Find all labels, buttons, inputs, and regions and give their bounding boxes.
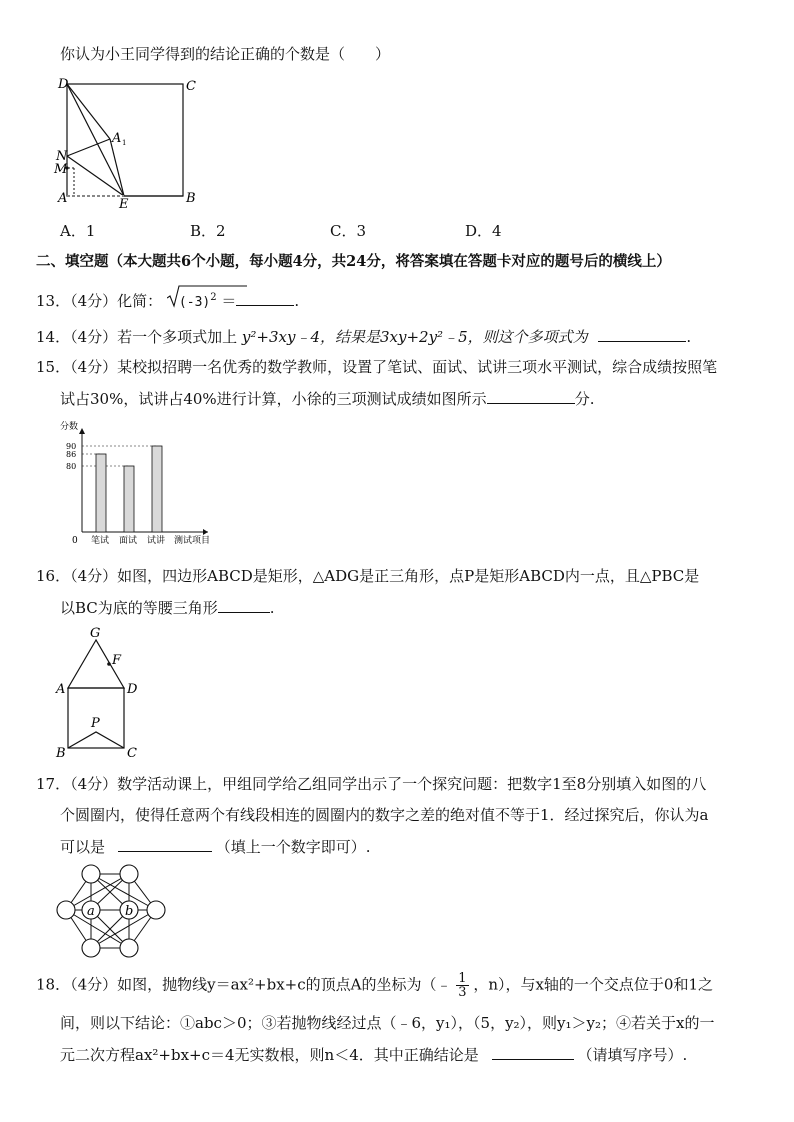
q16-end: . [269,599,275,617]
q17-circle-graph [54,862,178,962]
q13-sqrt [167,288,217,313]
section-heading: 二、填空题（本大题共6个小题，每小题4分，共24分，将答案填在答题卡对应的题号后的横线上） [36,253,671,270]
q15-answer-blank[interactable] [487,388,575,404]
q15-line1: 15．（4分）某校拟招聘一名优秀的数学教师，设置了笔试、面试、试讲三项水平测试，综合成绩按照笔 [36,358,718,376]
q13-eq: ＝ [221,292,237,310]
label-C: C [186,79,196,94]
label-E: E [119,197,129,212]
q17-line3-suffix: （填上一个数字即可）. [215,838,371,856]
q17-answer-blank[interactable] [118,836,212,852]
q12-option-b: B．2 [190,222,226,240]
y-tick-label: 90 [66,442,77,451]
label-B: B [56,746,66,760]
label-D: D [127,682,138,697]
circle-bottom-left [82,939,100,957]
q16-answer-blank[interactable] [218,597,270,613]
label-D: D [58,77,69,92]
q13-prefix: 13．（4分）化简： [36,292,163,310]
x-tick-label: 笔试 [91,536,110,546]
q15-end: 分. [574,390,595,408]
label-A1: A [112,131,122,146]
label-G: G [90,626,101,641]
q14-expr: y²+3xy﹣4，结果是3xy+2y²﹣5，则这个多项式为 [241,328,588,346]
q18-line3 [60,1044,687,1065]
q15-line2-text: 试占30%，试讲占40%进行计算，小徐的三项测试成绩如图所示 [60,390,487,408]
q15-bar-chart [58,420,218,550]
x-tick-label: 面试 [119,536,138,546]
q17-line2: 个圆圈内，使得任意两个有线段相连的圆圈内的数字之差的绝对值不等于1．经过探究后，你认为a [60,806,709,824]
q18-frac-den: 3 [458,985,467,1000]
label-b: b [125,904,134,919]
label-A: A [58,191,68,206]
x-axis-label: 测试项目 [174,536,211,546]
origin-label: 0 [72,536,78,546]
label-N: N [56,149,68,164]
q16-line2 [60,597,275,618]
label-P: P [91,716,100,731]
q12-square-figure [50,72,210,212]
bar-笔试 [96,454,106,532]
q14 [36,326,691,347]
y-axis-label: 分数 [60,422,79,432]
q18-line3-suffix: （请填写序号）. [577,1046,688,1064]
q17-line1: 17．（4分）数学活动课上，甲组同学给乙组同学出示了一个探究问题：把数字1至8分别填入如图的八 [36,775,707,793]
q12-option-c: C．3 [330,222,367,240]
q18-line1-suffix: ，n），与x轴的一个交点位于0和1之 [473,975,714,994]
circle-left [57,901,75,919]
q16-line2-text: 以BC为底的等腰三角形 [60,599,218,617]
q14-end: . [686,328,692,346]
q14-answer-blank[interactable] [598,326,686,342]
chart-labels [60,420,210,546]
q16-line1: 16．（4分）如图，四边形ABCD是矩形，△ADG是正三角形，点P是矩形ABCD内一点，且△PBC是 [36,567,700,585]
chart-bars [96,446,162,532]
q14-prefix: 14．（4分）若一个多项式加上 [36,328,238,346]
label-B: B [186,191,196,206]
circle-bottom-right [120,939,138,957]
q18-line3-prefix: 元二次方程ax²+bx+c＝4无实数根，则n＜4．其中正确结论是 [60,1046,479,1064]
q12-option-a: A．1 [60,222,96,240]
label-A1-sub: 1 [122,139,127,147]
label-F: F [112,653,122,668]
q13-exp: 2 [210,292,217,303]
bar-试讲 [152,446,162,532]
circle-top-right [120,865,138,883]
q15-line2 [60,388,594,409]
q18-frac-num: 1 [458,971,467,986]
q13-end: . [294,292,300,310]
circle-top-left [82,865,100,883]
q17-line3-prefix: 可以是 [60,838,106,856]
q18-line1-prefix: 18．（4分）如图，抛物线y＝ax²+bx+c的顶点A的坐标为（﹣ [36,975,452,994]
y-tick-label: 86 [66,450,77,459]
q12-stem: 你认为小王同学得到的结论正确的个数是（ ） [60,45,391,63]
x-tick-label: 试讲 [147,536,166,546]
label-A: A [56,682,66,697]
bar-面试 [124,466,134,532]
q17-line3 [60,836,371,857]
y-axis-arrow [79,428,85,434]
q13-radicand: (-3) [178,295,211,310]
q18-answer-blank[interactable] [492,1044,574,1060]
q18-fraction [456,972,468,999]
label-a: a [87,904,95,919]
circle-right [147,901,165,919]
label-C: C [127,746,137,760]
q16-rectangle-triangle-figure [50,624,150,760]
y-tick-label: 80 [66,462,77,471]
q18-line1 [36,972,713,999]
q18-line2: 间，则以下结论：①abc＞0；③若抛物线经过点（﹣6，y₁），（5，y₂），则y₁＞y₂；④若关于x的一 [60,1014,715,1032]
label-M: M [54,162,68,177]
q12-option-d: D．4 [465,222,502,240]
q13 [36,288,299,313]
x-axis-arrow [203,529,208,535]
